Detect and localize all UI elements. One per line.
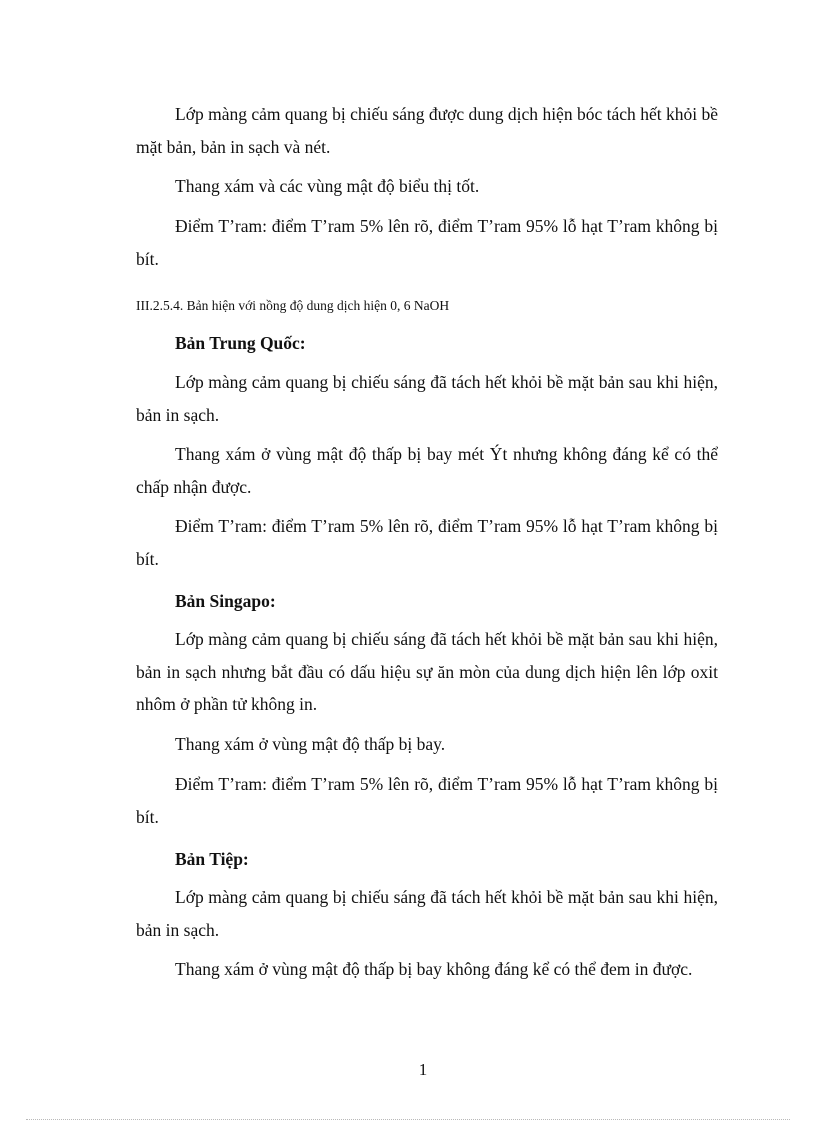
- trung-quoc-paragraph-1: Lớp màng cảm quang bị chiếu sáng đã tách hết khỏi bề mặt bản sau khi hiện, bản in sạch.: [136, 372, 718, 425]
- trung-quoc-paragraph-3: Điểm T’ram: điểm T’ram 5% lên rõ, điểm T’ram 95% lỗ hạt T’ram không bị bít.: [136, 516, 718, 569]
- heading-tiep: Bản Tiệp:: [175, 849, 249, 869]
- singapo-paragraph-1: Lớp màng cảm quang bị chiếu sáng đã tách hết khỏi bề mặt bản sau khi hiện, bản in sạch nhưng bắt đầu có dấu hiệu sự ăn mòn của dung dịch hiện lên lớp oxit nhôm ở phần tử không in.: [136, 629, 718, 714]
- page-number: 1: [418, 1060, 428, 1079]
- trung-quoc-paragraph-2: Thang xám ở vùng mật độ thấp bị bay mét Ýt nhưng không đáng kể có thể chấp nhận được.: [136, 444, 718, 497]
- heading-trung-quoc: Bản Trung Quốc:: [175, 333, 306, 353]
- singapo-paragraph-3: Điểm T’ram: điểm T’ram 5% lên rõ, điểm T’ram 95% lỗ hạt T’ram không bị bít.: [136, 774, 718, 827]
- footer-divider: [26, 1119, 790, 1120]
- singapo-paragraph-2: Thang xám ở vùng mật độ thấp bị bay.: [175, 734, 446, 754]
- intro-paragraph-1: Lớp màng cảm quang bị chiếu sáng được dung dịch hiện bóc tách hết khỏi bề mặt bản, bản in sạch và nét.: [136, 104, 718, 157]
- heading-singapo: Bản Singapo:: [175, 591, 276, 611]
- tiep-paragraph-1: Lớp màng cảm quang bị chiếu sáng đã tách hết khỏi bề mặt bản sau khi hiện, bản in sạch.: [136, 887, 718, 940]
- section-title: III.2.5.4. Bản hiện với nồng độ dung dịch hiện 0, 6 NaOH: [136, 298, 450, 313]
- intro-paragraph-2: Thang xám và các vùng mật độ biểu thị tốt.: [175, 176, 480, 196]
- tiep-paragraph-2: Thang xám ở vùng mật độ thấp bị bay không đáng kể có thể đem in được.: [175, 959, 693, 979]
- intro-paragraph-3: Điểm T’ram: điểm T’ram 5% lên rõ, điểm T’ram 95% lỗ hạt T’ram không bị bít.: [136, 216, 718, 269]
